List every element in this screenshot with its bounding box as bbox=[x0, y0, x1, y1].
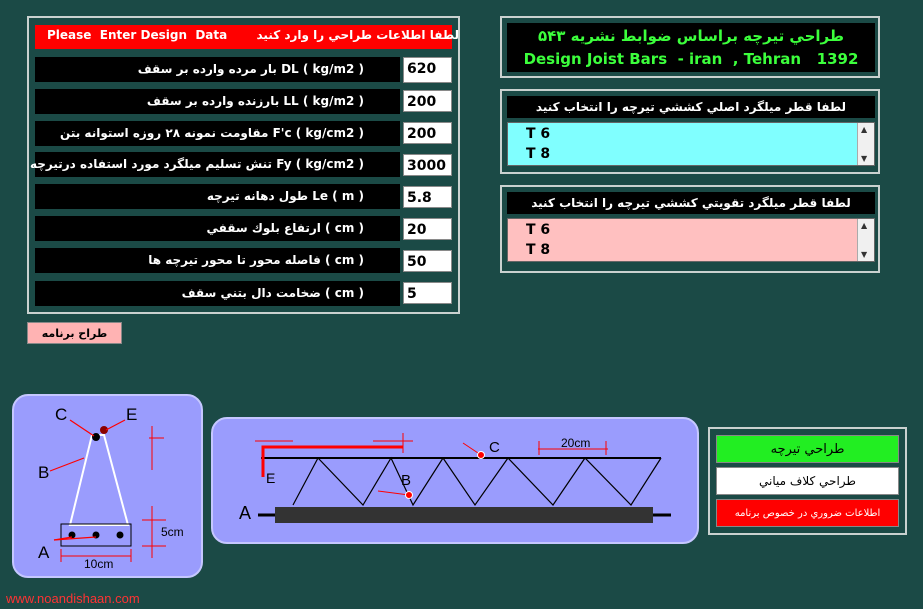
truss-web bbox=[293, 458, 661, 505]
scroll-down-icon[interactable]: ▼ bbox=[861, 250, 868, 259]
slab-thickness-input[interactable]: 5 bbox=[403, 282, 452, 304]
label-c: C bbox=[55, 405, 68, 424]
fy-label: Fy ( kg/cm2 ) تنش تسليم ميلگرد مورد استفاده درتيرچه bbox=[29, 157, 364, 171]
fc-row bbox=[35, 121, 400, 146]
spacing-input[interactable]: 50 bbox=[403, 250, 452, 272]
ll-label: LL ( kg/m2 ) بارزنده وارده بر سقف bbox=[146, 94, 364, 108]
scroll-down-icon[interactable]: ▼ bbox=[861, 154, 868, 163]
block-height-input[interactable]: 20 bbox=[403, 218, 452, 240]
block-height-row bbox=[35, 216, 400, 241]
slab-thickness-label: ( cm ) ضخامت دال بتني سقف bbox=[181, 286, 364, 300]
point-c bbox=[478, 452, 485, 459]
main-bar-header: لطفا قطر ميلگرد اصلي كششي تيرچه را انتخاب كنيد bbox=[507, 96, 875, 118]
reinf-bar-header: لطفا قطر ميلگرد تقويتي كششي تيرچه را انتخاب كنيد bbox=[507, 192, 875, 214]
scroll-up-icon[interactable]: ▲ bbox=[861, 125, 868, 134]
main-bar-option-t6[interactable]: T 6 bbox=[526, 126, 551, 142]
title-english: Design Joist Bars - iran , Tehran 1392 bbox=[523, 50, 859, 68]
program-designer-button[interactable]: طراح برنامه bbox=[27, 322, 122, 344]
reinf-bar-scrollbar[interactable] bbox=[857, 219, 874, 261]
truss-label-b: B bbox=[401, 472, 412, 489]
label-width: 10cm bbox=[84, 557, 114, 571]
reinf-bar-option-t8[interactable]: T 8 bbox=[526, 242, 551, 258]
truss-label-e: E bbox=[266, 470, 276, 486]
main-bar-option-t8[interactable]: T 8 bbox=[526, 146, 551, 162]
reinf-bar-list[interactable] bbox=[507, 218, 875, 262]
label-height: 5cm bbox=[161, 525, 184, 539]
slab-thickness-row bbox=[35, 281, 400, 306]
truss-label-spacing: 20cm bbox=[561, 436, 591, 450]
watermark: www.noandishaan.com bbox=[6, 591, 140, 606]
block-height-label: ( cm ) ارتفاع بلوك سقفي bbox=[206, 221, 364, 235]
spacing-label: ( cm ) فاصله محور تا محور تيرچه ها bbox=[148, 253, 364, 267]
reinf-bar-option-t6[interactable]: T 6 bbox=[526, 222, 551, 238]
joist-section-diagram bbox=[14, 396, 201, 576]
dl-input[interactable]: 620 bbox=[403, 57, 452, 83]
scroll-up-icon[interactable]: ▲ bbox=[861, 221, 868, 230]
fc-input[interactable]: 200 bbox=[403, 122, 452, 144]
dl-label: DL ( kg/m2 ) بار مرده وارده بر سقف bbox=[137, 62, 364, 76]
le-label: Le ( m ) طول دهانه تيرچه bbox=[206, 189, 364, 203]
truss-label-c: C bbox=[489, 439, 500, 456]
ll-input[interactable]: 200 bbox=[403, 90, 452, 112]
truss-label-a: A bbox=[239, 503, 252, 523]
spacing-row bbox=[35, 248, 400, 273]
form-header: Please Enter Design Data لطفا اطلاعات طراحي را وارد كنيد bbox=[35, 25, 452, 49]
title-persian: طراحي تيرچه براساس ضوابط نشريه ۵۴۳ bbox=[537, 27, 845, 45]
ll-row bbox=[35, 89, 400, 114]
dl-row bbox=[35, 57, 400, 82]
top-bar-c bbox=[92, 433, 100, 441]
joist-truss-diagram bbox=[213, 419, 697, 542]
joist-design-button[interactable]: طراحي تيرچه bbox=[716, 435, 899, 463]
tie-beam-design-button[interactable]: طراحي كلاف مياني bbox=[716, 467, 899, 495]
program-info-button[interactable]: اطلاعات ضروري در خصوص برنامه bbox=[716, 499, 899, 527]
joist-section-panel bbox=[12, 394, 203, 578]
main-bar-list[interactable] bbox=[507, 122, 875, 166]
label-b: B bbox=[38, 463, 50, 482]
label-a: A bbox=[38, 543, 50, 562]
main-bar-scrollbar[interactable] bbox=[857, 123, 874, 165]
fy-input[interactable]: 3000 bbox=[403, 154, 452, 176]
section-outline bbox=[70, 435, 128, 525]
le-input[interactable]: 5.8 bbox=[403, 186, 452, 208]
fy-row bbox=[29, 152, 400, 177]
point-b bbox=[406, 492, 413, 499]
concrete-base bbox=[275, 507, 653, 523]
fc-label: F'c ( kg/cm2 ) مقاومت نمونه ۲۸ روزه استوانه بتن bbox=[60, 126, 364, 140]
label-e: E bbox=[126, 405, 138, 424]
le-row bbox=[35, 184, 400, 209]
joist-truss-panel bbox=[211, 417, 699, 544]
bar-right bbox=[117, 532, 124, 539]
title-box bbox=[507, 23, 875, 72]
